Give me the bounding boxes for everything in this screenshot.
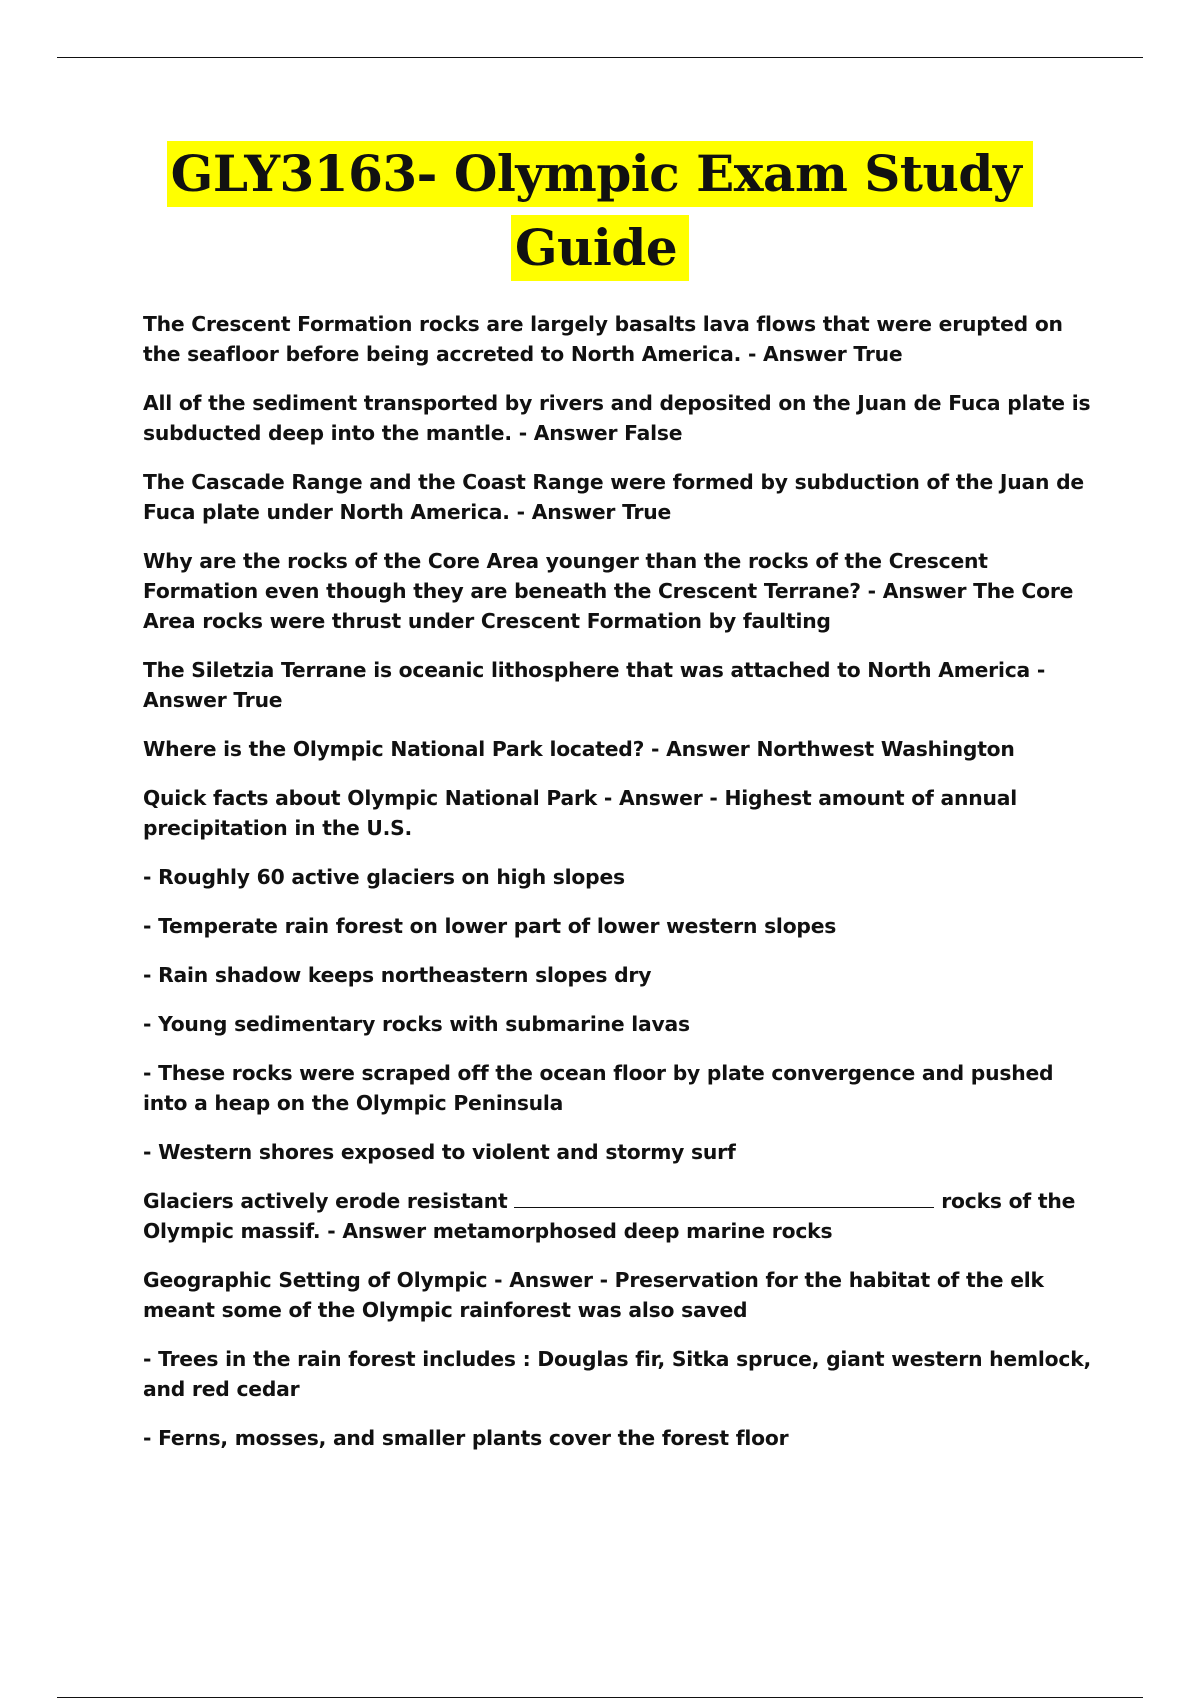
title-line-1: GLY3163- Olympic Exam Study [167, 141, 1034, 207]
answer-blank [514, 1187, 934, 1208]
bullet-item: - Young sedimentary rocks with submarine lavas [143, 1012, 690, 1036]
study-guide-body [143, 309, 1103, 1472]
qa-item: Geographic Setting of Olympic - Answer - Preservation for the habitat of the elk meant some of the Olympic rainforest was also saved [143, 1268, 1044, 1322]
bullet-item: - These rocks were scraped off the ocean floor by plate convergence and pushed into a heap on the Olympic Peninsula [143, 1061, 1054, 1115]
qa-item: The Siletzia Terrane is oceanic lithosphere that was attached to North America - Answer True [143, 658, 1046, 712]
qa-item: Why are the rocks of the Core Area younger than the rocks of the Crescent Formation even though they are beneath the Crescent Terrane? - Answer The Core Area rocks were thrust under Crescent Formation by faulting [143, 549, 1074, 633]
blank-prefix: Glaciers actively erode resistant [143, 1189, 515, 1213]
bullet-item: - Roughly 60 active glaciers on high slopes [143, 865, 625, 889]
bullet-item: - Western shores exposed to violent and stormy surf [143, 1140, 736, 1164]
qa-item: Where is the Olympic National Park located? - Answer Northwest Washington [143, 737, 1015, 761]
fill-in-blank-item [143, 1186, 1103, 1246]
bullet-item: - Rain shadow keeps northeastern slopes dry [143, 963, 652, 987]
bottom-divider [57, 1697, 1143, 1698]
bullet-item: - Trees in the rain forest includes : Douglas fir, Sitka spruce, giant western hemlock, and red cedar [143, 1347, 1091, 1401]
qa-item: All of the sediment transported by rivers and deposited on the Juan de Fuca plate is subducted deep into the mantle. - Answer False [143, 391, 1091, 445]
qa-item: The Cascade Range and the Coast Range were formed by subduction of the Juan de Fuca plate under North America. - Answer True [143, 470, 1084, 524]
bullet-item: - Ferns, mosses, and smaller plants cover the forest floor [143, 1426, 789, 1450]
bullet-item: - Temperate rain forest on lower part of lower western slopes [143, 914, 837, 938]
document-title [0, 141, 1200, 281]
top-divider [57, 57, 1143, 58]
qa-item: Quick facts about Olympic National Park - Answer - Highest amount of annual precipitation in the U.S. [143, 786, 1017, 840]
blank-suffix: rocks of the Olympic massif. - Answer metamorphosed deep marine rocks [143, 1189, 1076, 1243]
qa-item: The Crescent Formation rocks are largely basalts lava flows that were erupted on the seafloor before being accreted to North America. - Answer True [143, 312, 1063, 366]
title-line-2: Guide [511, 215, 689, 281]
